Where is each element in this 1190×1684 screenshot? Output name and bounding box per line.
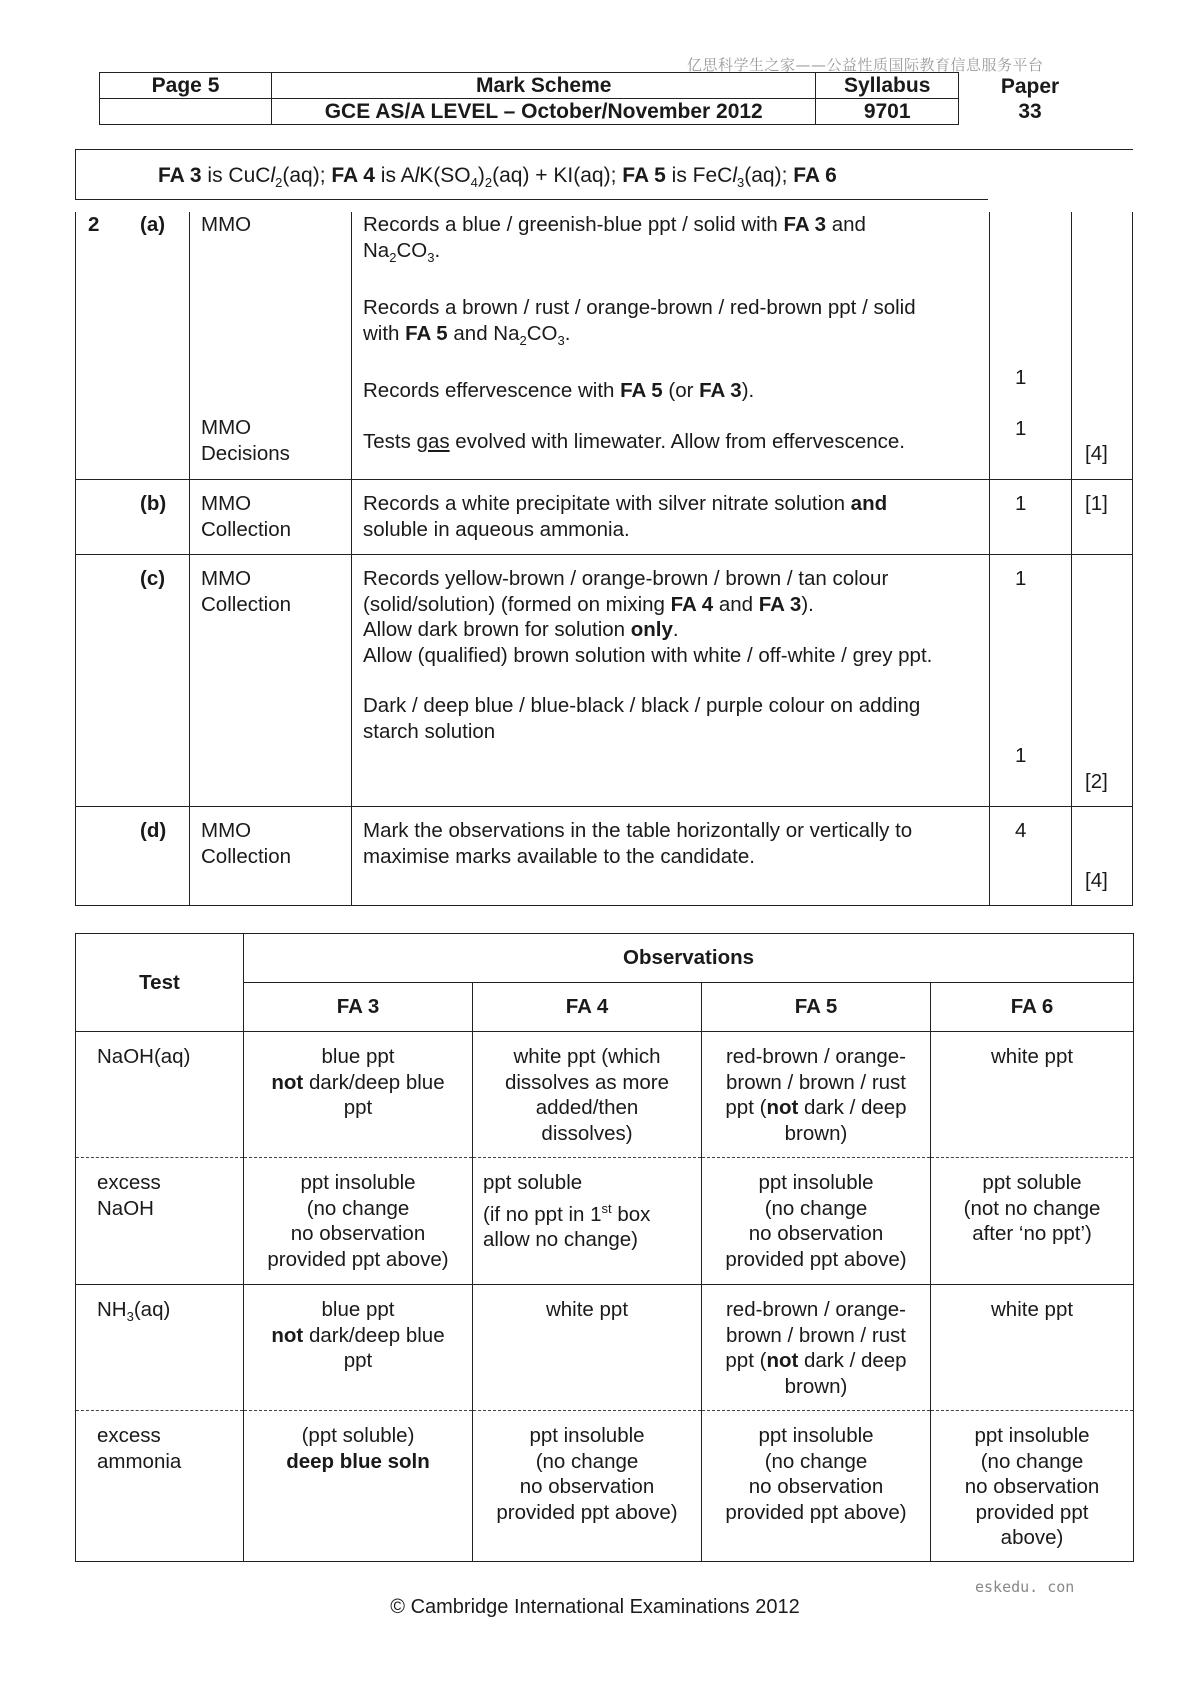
part-c-label: (c) [140,567,166,590]
grid-line [75,806,1133,807]
grid-line [189,212,190,906]
cell-excess-naoh-fa3: ppt insoluble (no change no observation provided ppt above) [244,1158,473,1285]
part-d-mark: 4 [1015,819,1027,842]
part-a-skill-1: MMO [201,213,252,236]
cell-naoh-fa4: white ppt (which dissolves as more added/then dissolves) [473,1032,702,1158]
cell-excess-ammonia-fa3: (ppt soluble) deep blue soln [244,1411,473,1562]
table-row [76,1032,1134,1158]
part-c-total: [2] [1085,770,1108,793]
page-number: Page 5 [100,73,272,99]
observations-header: Observations [244,934,1134,983]
syllabus-label: Syllabus [816,73,959,99]
part-d-skill: MMO Collection [201,819,292,868]
part-a-label: (a) [140,213,166,236]
paper-label: Paper [1000,75,1060,98]
part-d-text: Mark the observations in the table horizontally or vertically to maximise marks available to the candidate. [363,819,913,868]
intro-line: FA 3 is CuCl$_2$(aq); FA 4 is $AlK(SO_4)_2(aq) + KI(aq)$; FA 5 is FeCl$_3$(aq); FA 6 [158,164,837,191]
syllabus-code: 9701 [816,99,959,125]
part-a-skill-2: MMO Decisions [201,416,290,465]
cell-excess-ammonia-fa6: ppt insoluble (no change no observation provided ppt above) [931,1411,1134,1562]
cell-excess-naoh-fa6: ppt soluble (not no change after ‘no ppt’) [931,1158,1134,1285]
exam-name: GCE AS/A LEVEL – October/November 2012 [272,99,816,125]
part-b-text: Records a white precipitate with silver nitrate solution and soluble in aqueous ammonia. [363,492,888,541]
footer-copyright: © Cambridge International Examinations 2012 [390,1596,800,1618]
table-row [76,1411,1134,1562]
grid-line [75,905,1133,906]
grid-line [75,212,76,906]
intro-underline [75,199,988,200]
col-header-fa5: FA 5 [702,983,931,1032]
table-row [76,1285,1134,1411]
watermark-top: 亿思科学生之家——公益性质国际教育信息服务平台 [687,56,1044,74]
grid-line [75,479,1133,480]
cell-naoh-fa5: red-brown / orange- brown / brown / rust ppt (not dark / deep brown) [702,1032,931,1158]
cell-excess-naoh-fa4: ppt soluble (if no ppt in 1st box allow no change) [473,1158,702,1285]
cell-excess-naoh-fa5: ppt insoluble (no change no observation provided ppt above) [702,1158,931,1285]
test-nh3: $NH_3(aq)$ [76,1285,244,1411]
table-row [76,1158,1134,1285]
header-table [99,72,959,125]
test-naoh: NaOH(aq) [76,1032,244,1158]
test-header: Test [76,934,244,1032]
cell-nh3-fa4: white ppt [473,1285,702,1411]
part-a-text: Records a blue / greenish-blue ppt / solid with FA 3 and $Na_2CO_3$. Records a brown / rust / orange-brown / red-brown ppt / solid with FA 5 and $Na_2CO_3$. Records effervescence with FA 5 (or FA 3). Tests gas evolved with limewater. Allow from effervescence. [363,213,916,453]
mark-scheme-table [75,212,1133,906]
paper-header [990,74,1070,124]
cell-nh3-fa6: white ppt [931,1285,1134,1411]
cell-excess-ammonia-fa4: ppt insoluble (no change no observation provided ppt above) [473,1411,702,1562]
grid-line [1071,212,1072,906]
grid-line [989,212,990,906]
header-empty [100,99,272,125]
part-d-label: (d) [140,819,167,842]
col-header-fa3: FA 3 [244,983,473,1032]
question-number: 2 [88,213,100,236]
part-b-mark: 1 [1015,492,1027,515]
test-excess-naoh: excess NaOH [76,1158,244,1285]
cell-nh3-fa3: blue ppt not dark/deep blue ppt [244,1285,473,1411]
part-b-skill: MMO Collection [201,492,292,541]
grid-line [1132,212,1133,906]
watermark-bottom: eskedu. con [975,1578,1075,1596]
part-c-mark-2: 1 [1015,744,1027,767]
part-c-skill: MMO Collection [201,567,292,616]
cell-naoh-fa6: white ppt [931,1032,1134,1158]
part-c-text: Records yellow-brown / orange-brown / brown / tan colour (solid/solution) (formed on mixing FA 4 and FA 3). Allow dark brown for solution only. Allow (qualified) brown solution with white / off-white / grey ppt. Dark / deep blue / blue-black / black / purple colour on adding starch solution [363,567,933,743]
paper-number: 33 [1018,100,1042,123]
observations-table [75,933,1134,1562]
cell-nh3-fa5: red-brown / orange- brown / brown / rust ppt (not dark / deep brown) [702,1285,931,1411]
divider [75,149,1133,150]
part-b-label: (b) [140,492,167,515]
cell-naoh-fa3: blue ppt not dark/deep blue ppt [244,1032,473,1158]
test-excess-ammonia: excess ammonia [76,1411,244,1562]
part-a-mark-1: 1 [1015,366,1027,389]
part-a-total: [4] [1085,442,1108,465]
col-header-fa4: FA 4 [473,983,702,1032]
part-c-mark-1: 1 [1015,567,1027,590]
grid-line [351,212,352,906]
part-b-total: [1] [1085,492,1108,515]
doc-title: Mark Scheme [272,73,816,99]
col-header-fa6: FA 6 [931,983,1134,1032]
grid-line [75,554,1133,555]
intro-divider [75,149,76,200]
part-d-total: [4] [1085,869,1108,892]
part-a-mark-2: 1 [1015,417,1027,440]
cell-excess-ammonia-fa5: ppt insoluble (no change no observation provided ppt above) [702,1411,931,1562]
